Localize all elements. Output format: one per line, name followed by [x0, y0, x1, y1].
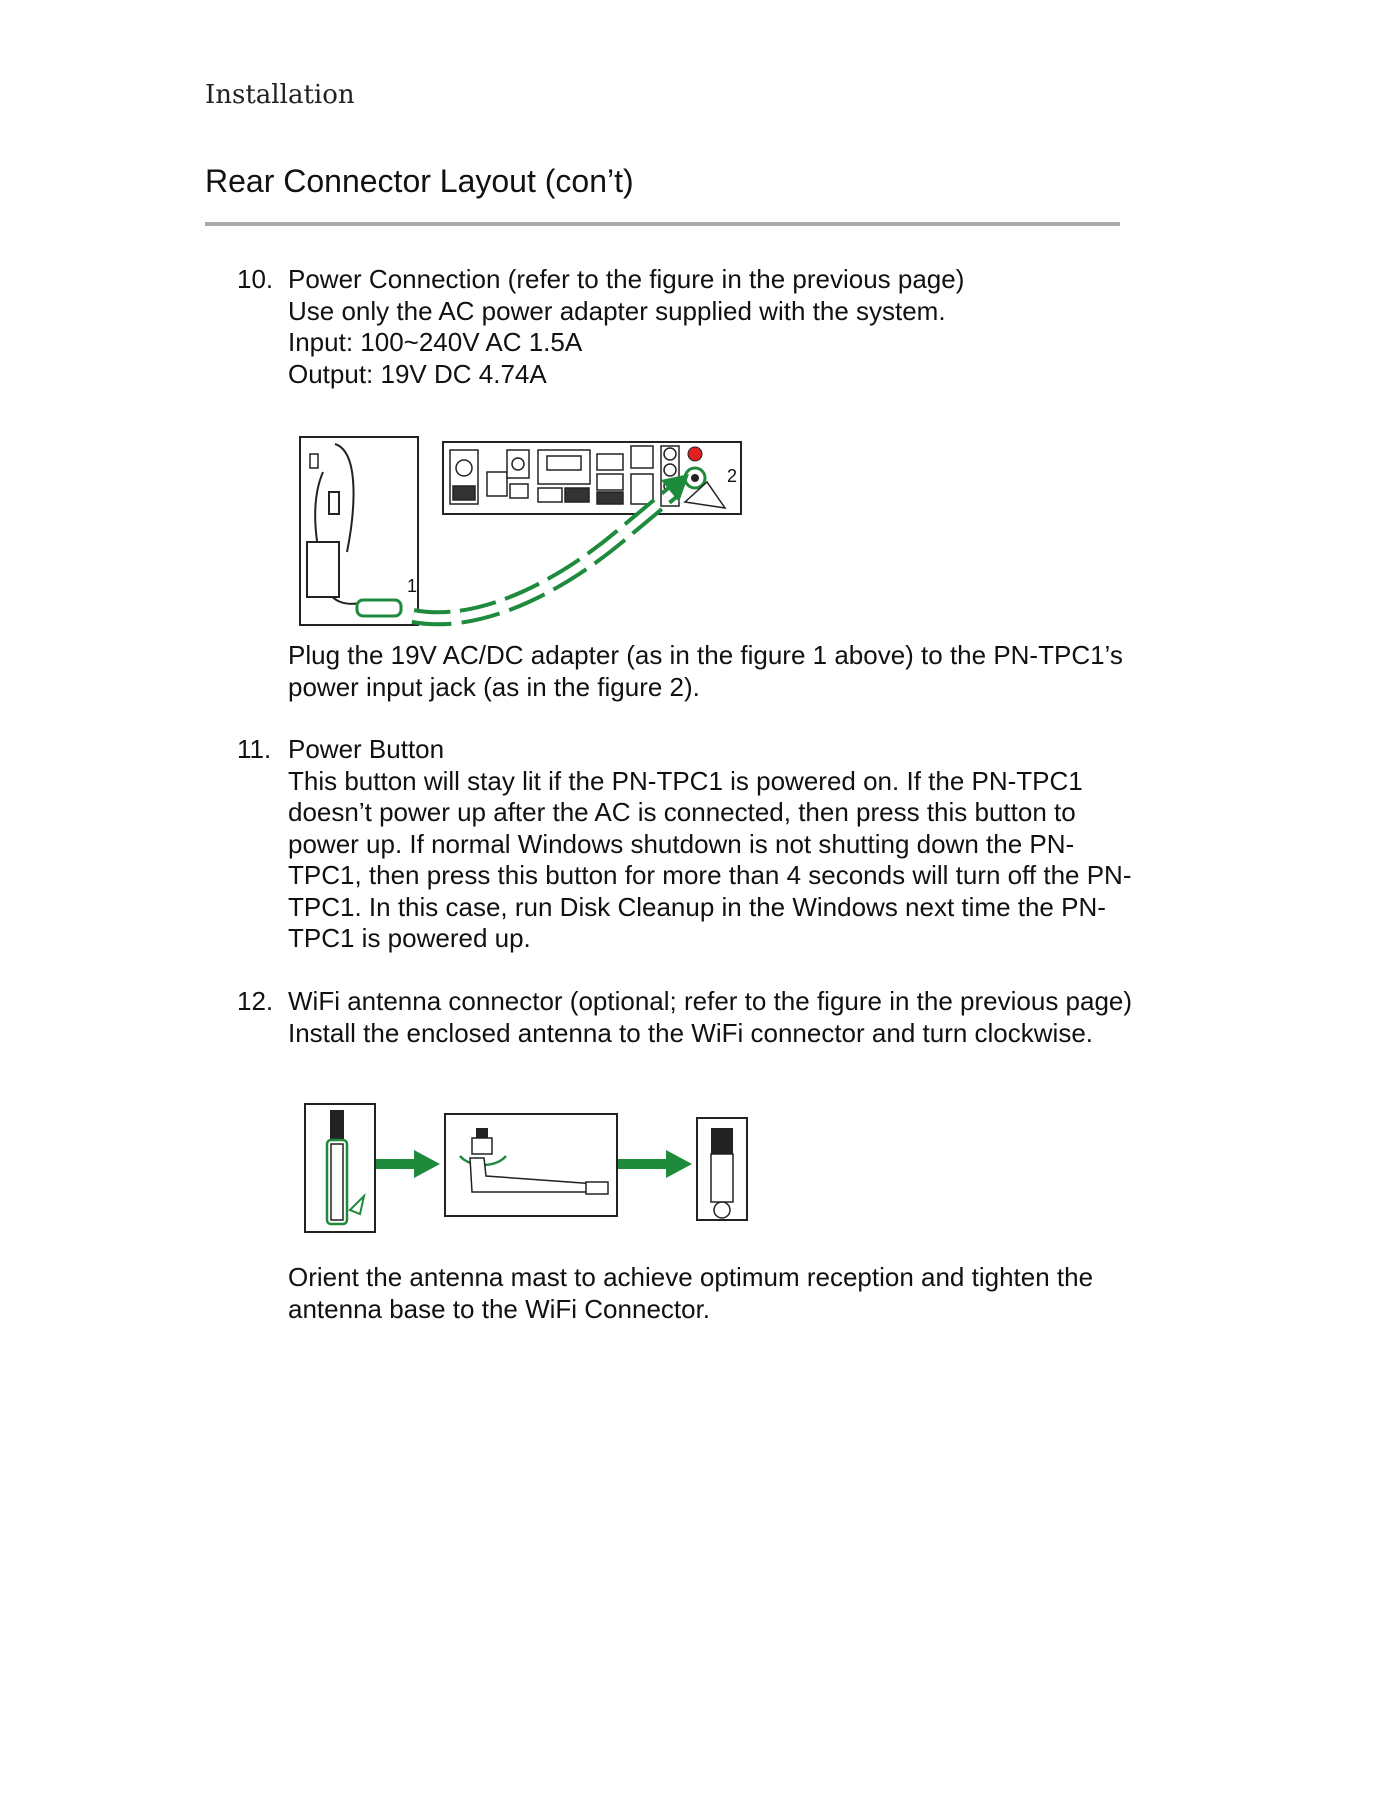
power-jack-icon	[691, 474, 699, 482]
list-item-wifi-antenna	[237, 986, 1187, 1049]
antenna-step-1	[305, 1104, 375, 1232]
caption-line: power input jack (as in the figure 2).	[288, 671, 700, 702]
item-text: TPC1. In this case, run Disk Cleanup in the Windows next time the PN-	[288, 891, 1106, 922]
item-text: This button will stay lit if the PN-TPC1 is powered on. If the PN-TPC1	[288, 765, 1083, 796]
list-item-power-connection	[237, 264, 1187, 390]
item-text: Install the enclosed antenna to the WiFi connector and turn clockwise.	[288, 1017, 1093, 1048]
antenna-step-3	[697, 1118, 747, 1220]
section-title: Rear Connector Layout (con’t)	[205, 163, 634, 199]
figure-label-1: 1	[407, 576, 418, 596]
antenna-step-2	[445, 1114, 617, 1216]
item-number: 10.	[237, 264, 274, 294]
title-rule	[205, 222, 1120, 226]
figure-label-2: 2	[727, 466, 738, 486]
item-number: 11.	[237, 734, 272, 764]
caption-line: antenna base to the WiFi Connector.	[288, 1293, 711, 1324]
item-text: TPC1, then press this button for more than 4 seconds will turn off the PN-	[288, 860, 1132, 890]
caption-line: Orient the antenna mast to achieve optimum reception and tighten the	[288, 1262, 1094, 1292]
list-item-power-button	[237, 734, 1187, 955]
item-text: doesn’t power up after the AC is connected, then press this button to	[288, 797, 1076, 827]
power-connection-figure	[295, 432, 755, 632]
power-led-icon	[688, 447, 702, 461]
running-head: Installation	[205, 80, 355, 110]
item-text: Use only the AC power adapter supplied with the system.	[288, 295, 946, 326]
power-figure-caption	[288, 640, 1188, 703]
caption-line: Plug the 19V AC/DC adapter (as in the figure 1 above) to the PN-TPC1’s	[288, 640, 1123, 670]
dc-plug-highlight	[357, 600, 401, 616]
item-text: TPC1 is powered up.	[288, 923, 531, 953]
step-arrow-head-icon	[666, 1150, 692, 1178]
item-text: Output: 19V DC 4.74A	[288, 358, 547, 389]
item-heading: Power Connection (refer to the figure in the previous page)	[288, 264, 965, 294]
item-text: power up. If normal Windows shutdown is not shutting down the PN-	[288, 828, 1075, 859]
step-arrow-head-icon	[414, 1150, 440, 1178]
antenna-figure-caption	[288, 1262, 1188, 1325]
item-heading: Power Button	[288, 734, 445, 764]
item-heading: WiFi antenna connector (optional; refer to the figure in the previous page)	[288, 986, 1133, 1016]
item-number: 12.	[237, 986, 274, 1016]
antenna-installation-figure	[300, 1100, 760, 1240]
item-text: Input: 100~240V AC 1.5A	[288, 327, 583, 357]
